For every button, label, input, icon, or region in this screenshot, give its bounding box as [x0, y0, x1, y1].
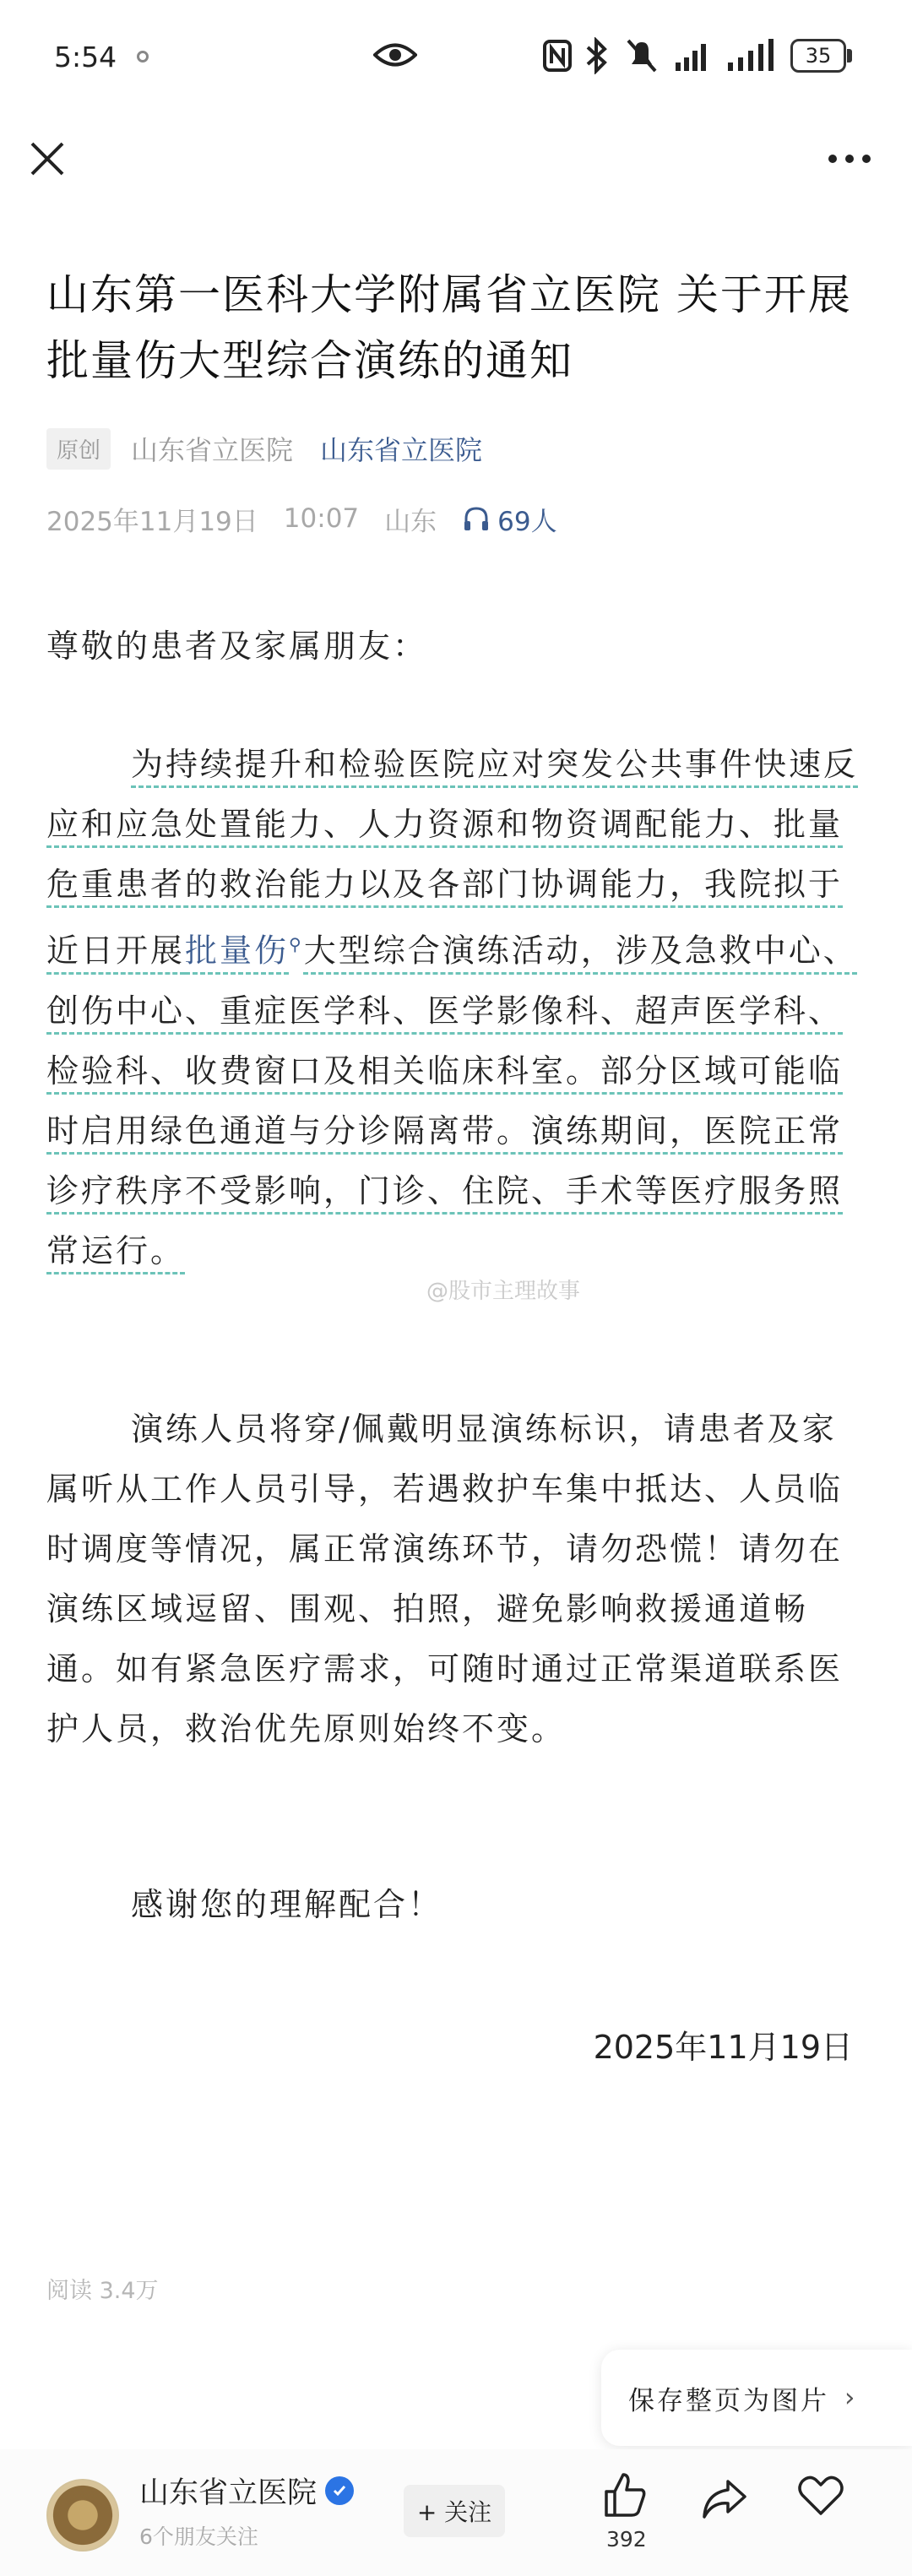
publish-date: 2025年11月19日 — [46, 506, 258, 537]
account-name-label: 山东省立医院 — [139, 2476, 318, 2510]
keyword-link[interactable]: 批量伤 — [185, 932, 290, 970]
salutation: 尊敬的患者及家属朋友： — [46, 628, 428, 665]
eye-icon — [373, 41, 417, 69]
author-row — [46, 427, 482, 470]
thumbs-up-icon[interactable] — [600, 2470, 650, 2520]
article-title: 山东第一医科大学附属省立医院 关于开展批量伤大型综合演练的通知 — [46, 270, 852, 385]
chevron-right-icon: › — [844, 2383, 858, 2413]
status-bar — [0, 0, 912, 115]
paragraph-3: 感谢您的理解配合！ — [131, 1886, 443, 1923]
bottom-account-name[interactable] — [139, 2470, 354, 2512]
watermark: @股市主理故事 — [426, 1279, 581, 1304]
status-time: 5:54 — [54, 41, 117, 73]
verified-icon — [325, 2476, 354, 2505]
follow-button[interactable]: + 关注 — [404, 2485, 505, 2537]
signature-date: 2025年11月19日 — [593, 2029, 853, 2066]
original-tag: 原创 — [46, 428, 111, 470]
bottom-bar — [0, 2449, 912, 2576]
publish-time: 10:07 — [283, 503, 360, 534]
friends-following: 6个朋友关注 — [139, 2524, 258, 2549]
signal-icon — [725, 37, 775, 74]
paragraph-1-text-a: 为持续提升和检验医院应对突发公共事件快速反应和应急处置能力、人力资源和物资调配能力、批量危重患者的救治能力以及各部门协调能力，我院拟于近日开展 — [46, 746, 859, 970]
save-page-as-image-button[interactable] — [601, 2350, 912, 2446]
heart-icon[interactable] — [795, 2470, 846, 2520]
publish-location: 山东 — [384, 506, 437, 537]
publish-info-row — [46, 498, 557, 539]
search-icon[interactable]: ⚲ — [289, 934, 304, 954]
close-icon[interactable] — [24, 135, 71, 182]
avatar[interactable] — [46, 2479, 119, 2552]
battery-indicator: 35 — [790, 39, 846, 73]
paragraph-1-text-b: 大型综合演练活动，涉及急救中心、创伤中心、重症医学科、医学影像科、超声医学科、检验科、收费窗口及相关临床科室。部分区域可能临时启用绿色通道与分诊隔离带。演练期间，医院正常诊疗秩序不受影响，门诊、住院、手术等医疗服务照常运行。 — [46, 932, 858, 1269]
like-count: 392 — [606, 2527, 647, 2552]
share-icon[interactable] — [699, 2473, 750, 2524]
save-page-label: 保存整页为图片 — [628, 2385, 829, 2416]
more-icon[interactable] — [824, 140, 875, 177]
listener-count: 69人 — [497, 506, 557, 537]
bluetooth-icon — [581, 37, 615, 74]
listen-button[interactable] — [462, 500, 556, 538]
mute-icon — [625, 37, 659, 74]
signal-icon — [674, 37, 713, 74]
account-link[interactable]: 山东省立医院 — [320, 434, 483, 466]
notification-dot-icon — [137, 51, 149, 62]
paragraph-2: 演练人员将穿/佩戴明显演练标识，请患者及家属听从工作人员引导，若遇救护车集中抵达、人员临时调度等情况，属正常演练环节，请勿恐慌！请勿在演练区域逗留、围观、拍照，避免影响救援通道畅通。如有紧急医疗需求，可随时通过正常渠道联系医护人员，救治优先原则始终不变。 — [46, 1410, 844, 1747]
nfc-icon — [542, 37, 573, 74]
headphones-icon — [462, 504, 491, 533]
author-name: 山东省立医院 — [131, 434, 294, 466]
read-count: 阅读 3.4万 — [46, 2278, 159, 2304]
paragraph-1 — [46, 735, 870, 1281]
battery-tip — [847, 49, 852, 62]
